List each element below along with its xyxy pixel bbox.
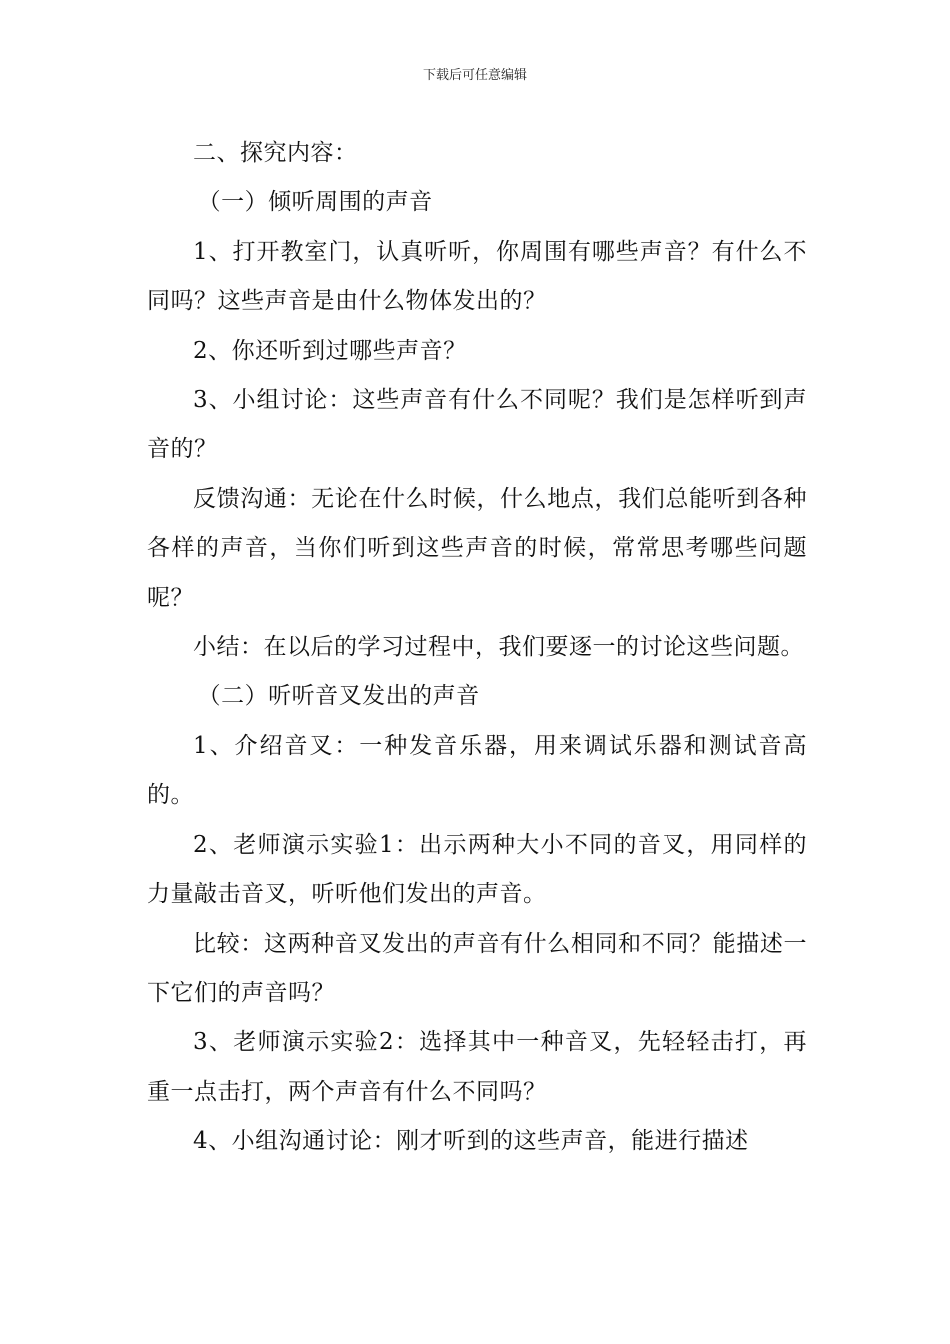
section-heading-inquiry: 二、探究内容：: [193, 140, 358, 166]
paragraph-1: 1、打开教室门，认真听听，你周围有哪些声音？有什么不同吗？这些声音是由什么物体发出的？: [147, 238, 807, 315]
paragraph-feedback: 反馈沟通：无论在什么时候，什么地点，我们总能听到各种各样的声音，当你们听到这些声音的时候，常常思考哪些问题呢？: [147, 485, 807, 611]
paragraph-2: 2、你还听到过哪些声音？: [193, 337, 467, 364]
paragraph-5: 2、老师演示实验1：出示两种大小不同的音叉，用同样的力量敲击音叉，听听他们发出的声音。: [147, 831, 807, 908]
paragraph-4: 1、介绍音叉：一种发音乐器，用来调试乐器和测试音高的。: [147, 732, 807, 809]
paragraph-7: 4、小组沟通讨论：刚才听到的这些声音，能进行描述: [193, 1128, 749, 1155]
document-body: [147, 129, 807, 1167]
page-header: 下载后可任意编辑: [422, 68, 527, 83]
subsection-heading-1: （一）倾听周围的声音: [197, 189, 433, 216]
paragraph-summary: 小结：在以后的学习过程中，我们要逐一的讨论这些问题。: [193, 634, 804, 661]
paragraph-3: 3、小组讨论：这些声音有什么不同呢？我们是怎样听到声音的？: [147, 387, 807, 463]
paragraph-compare: 比较：这两种音叉发出的声音有什么相同和不同？能描述一下它们的声音吗？: [147, 930, 807, 1006]
subsection-heading-2: （二）听听音叉发出的声音: [197, 683, 480, 710]
paragraph-6: 3、老师演示实验2：选择其中一种音叉，先轻轻击打，再重一点击打，两个声音有什么不同吗？: [147, 1029, 807, 1105]
